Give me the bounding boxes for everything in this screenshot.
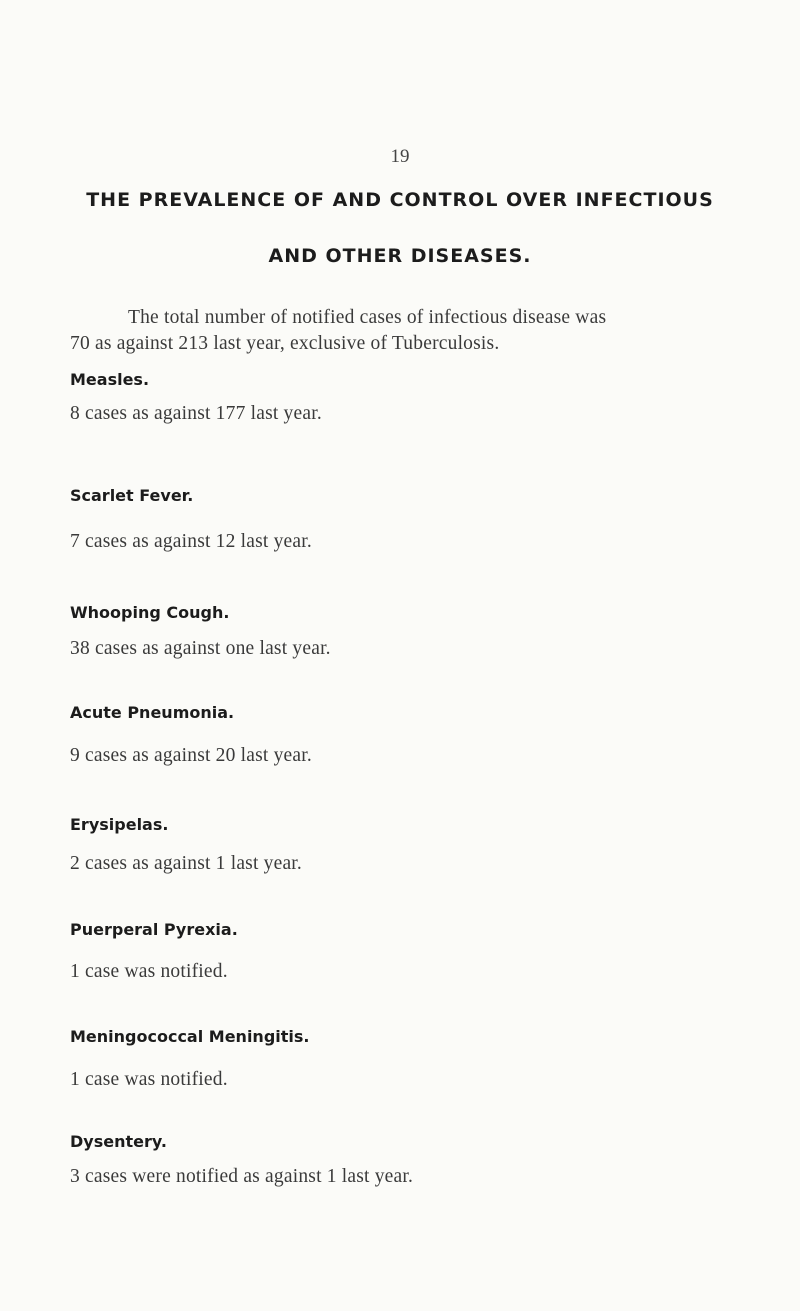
section-meningococcal-meningitis-heading: Meningococcal Meningitis.	[70, 1027, 310, 1046]
intro-paragraph-line-2: 70 as against 213 last year, exclusive of Tuberculosis.	[70, 333, 500, 354]
section-whooping-cough-heading: Whooping Cough.	[70, 603, 230, 622]
section-dysentery-heading: Dysentery.	[70, 1132, 167, 1151]
page-number: 19	[390, 146, 410, 167]
section-puerperal-pyrexia-text: 1 case was notified.	[70, 961, 228, 982]
section-dysentery-text: 3 cases were notified as against 1 last year.	[70, 1166, 414, 1187]
section-whooping-cough-text: 38 cases as against one last year.	[70, 638, 331, 659]
section-measles-heading: Measles.	[70, 370, 150, 389]
document-title-line-2: AND OTHER DISEASES.	[268, 245, 532, 267]
section-scarlet-fever-text: 7 cases as against 12 last year.	[70, 531, 312, 552]
section-scarlet-fever-heading: Scarlet Fever.	[70, 486, 194, 505]
section-measles-text: 8 cases as against 177 last year.	[70, 403, 322, 424]
section-meningococcal-meningitis-text: 1 case was notified.	[70, 1069, 228, 1090]
section-acute-pneumonia-heading: Acute Pneumonia.	[70, 703, 235, 722]
section-puerperal-pyrexia-heading: Puerperal Pyrexia.	[70, 920, 238, 939]
intro-paragraph-line-1: The total number of notified cases of infectious disease was	[128, 307, 607, 328]
document-title-line-1: THE PREVALENCE OF AND CONTROL OVER INFECTIOUS	[86, 189, 714, 211]
section-erysipelas-text: 2 cases as against 1 last year.	[70, 853, 303, 874]
section-acute-pneumonia-text: 9 cases as against 20 last year.	[70, 745, 312, 766]
section-erysipelas-heading: Erysipelas.	[70, 815, 169, 834]
